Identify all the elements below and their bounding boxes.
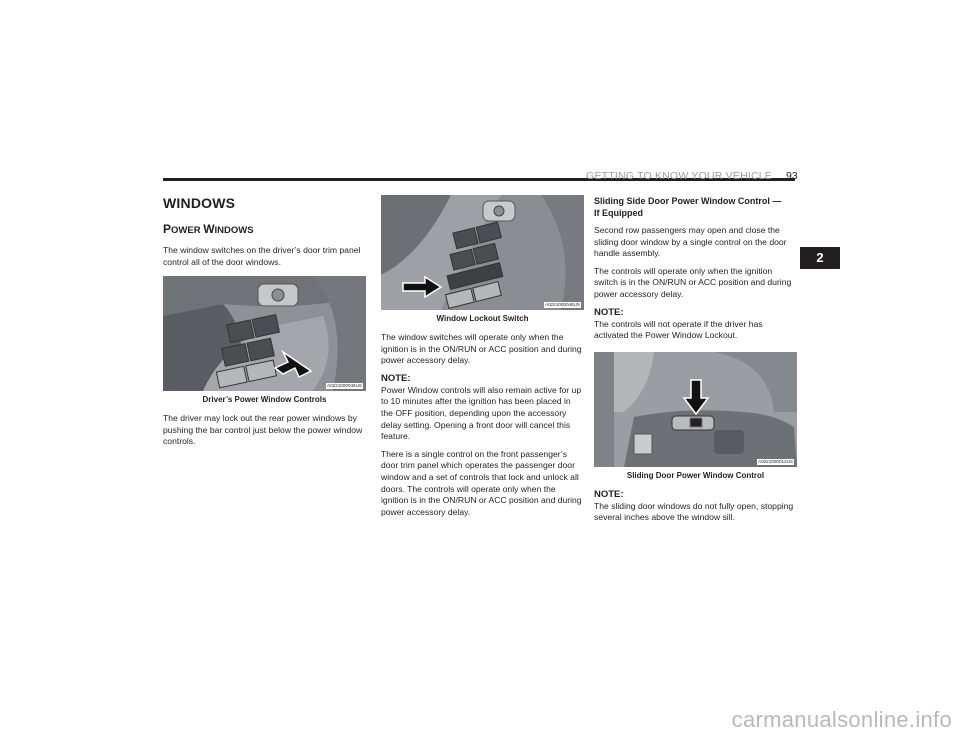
figure-drivers-controls	[163, 276, 366, 391]
lockout-illustration	[381, 195, 584, 310]
column-1	[163, 195, 366, 454]
chapter-tab[interactable]: 2	[800, 247, 840, 269]
column-3	[594, 195, 797, 530]
paragraph: The driver may lock out the rear power windows by pushing the bar control just below the power window controls.	[163, 413, 363, 447]
page-number: 93	[786, 170, 798, 182]
paragraph: The window switches will operate only when the ignition is in the ON/RUN or ACC position and during power accessory delay.	[381, 332, 582, 366]
paragraph: There is a single control on the front passenger’s door trim panel which operates the passenger door window and a set of controls that lock and unlock all doors. The controls will operate only when the ignition is in the ON/RUN or ACC position and during power accessory delay.	[381, 448, 582, 517]
door-panel-illustration	[163, 276, 366, 391]
note-label: NOTE:	[594, 306, 624, 318]
paragraph: The window switches on the driver’s door trim panel control all of the door windows.	[163, 245, 361, 267]
column-2	[381, 195, 584, 524]
figure-id: A0221000013US	[758, 458, 793, 464]
paragraph: The controls will operate only when the ignition switch is in the ON/RUN or ACC position and during power accessory delay.	[594, 265, 792, 299]
figure-sliding-door-control	[594, 352, 797, 467]
note-label: NOTE:	[381, 372, 411, 384]
figure-lockout-switch	[381, 195, 584, 310]
note-label: NOTE:	[594, 488, 624, 500]
paragraph: Second row passengers may open and close the sliding door window by a single control on the door handle assembly.	[594, 225, 787, 259]
running-header: GETTING TO KNOW YOUR VEHICLE	[586, 170, 772, 182]
figure-id: A0221000048US	[545, 302, 580, 307]
sliding-door-illustration	[594, 352, 797, 467]
watermark: carmanualsonline.info	[731, 707, 952, 732]
note-text: The controls will not operate if the driver has activated the Power Window Lockout.	[594, 318, 763, 341]
figure-caption: Driver’s Power Window Controls	[202, 395, 327, 405]
note-text: The sliding door windows do not fully open, stopping several inches above the window sill.	[594, 500, 794, 523]
subsection-heading: Sliding Side Door Power Window Control — If Equipped	[594, 196, 782, 218]
subsection-heading: POWER WINDOWS	[163, 222, 254, 236]
section-heading: WINDOWS	[163, 195, 236, 211]
figure-caption: Sliding Door Power Window Control	[626, 470, 765, 480]
figure-id: A0221000046US	[327, 383, 362, 389]
note-text: Power Window controls will also remain active for up to 10 minutes after the ignition has been placed in the OFF position, depending upon the accessory delay setting. Opening a front door will cancel this feature.	[381, 384, 582, 442]
figure-caption: Window Lockout Switch	[436, 314, 529, 323]
